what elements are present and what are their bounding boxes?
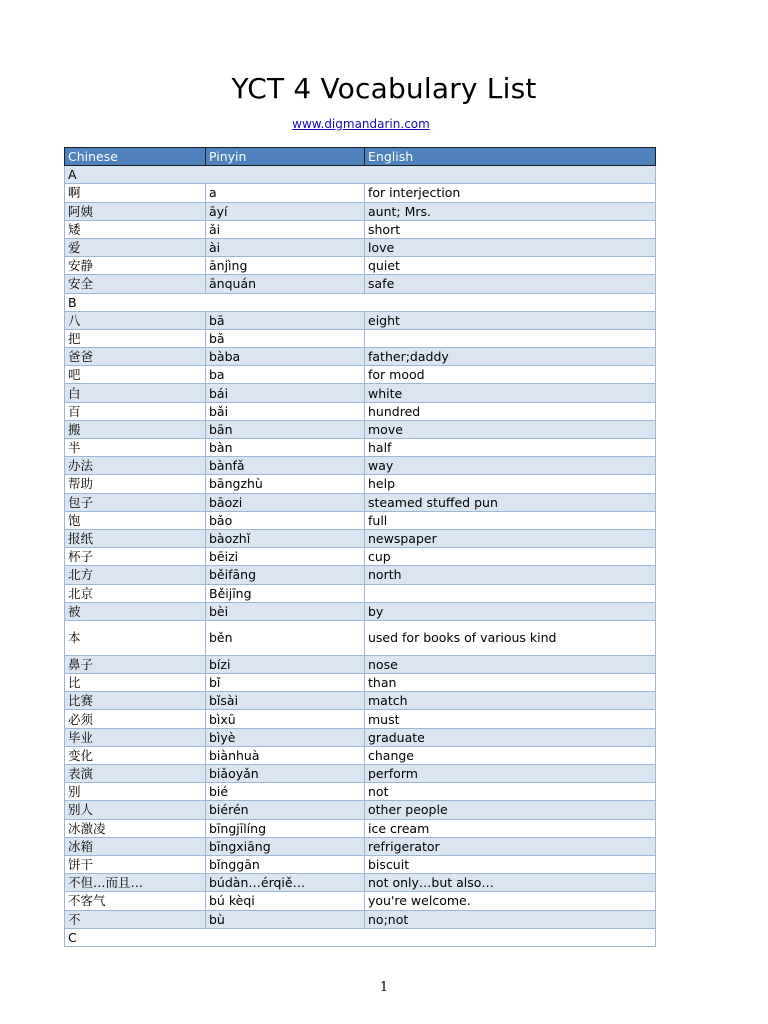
cell-pinyin: bìyè (206, 728, 365, 746)
page-title: YCT 4 Vocabulary List (231, 72, 537, 105)
cell-english: newspaper (365, 529, 656, 547)
table-row (65, 202, 656, 220)
cell-chinese: 不但…而且… (65, 874, 206, 892)
table-row (65, 584, 656, 602)
column-header-pinyin: Pinyin (206, 148, 365, 166)
cell-pinyin: Běijīng (206, 584, 365, 602)
table-row (65, 910, 656, 928)
table-row (65, 529, 656, 547)
cell-chinese: 啊 (65, 184, 206, 202)
table-row (65, 475, 656, 493)
cell-chinese: 被 (65, 602, 206, 620)
cell-chinese: 比赛 (65, 692, 206, 710)
cell-chinese: 安全 (65, 275, 206, 293)
cell-pinyin: ba (206, 366, 365, 384)
cell-pinyin: bīngjīlíng (206, 819, 365, 837)
cell-chinese: 矮 (65, 220, 206, 238)
table-row (65, 402, 656, 420)
cell-english: help (365, 475, 656, 493)
cell-pinyin: biǎoyǎn (206, 765, 365, 783)
cell-english: safe (365, 275, 656, 293)
website-link[interactable]: www.digmandarin.com (292, 117, 430, 131)
cell-chinese: 爱 (65, 238, 206, 256)
cell-chinese: 表演 (65, 765, 206, 783)
cell-pinyin: bāngzhù (206, 475, 365, 493)
cell-english: you're welcome. (365, 892, 656, 910)
cell-chinese: 办法 (65, 457, 206, 475)
cell-english: no;not (365, 910, 656, 928)
cell-chinese: 白 (65, 384, 206, 402)
cell-english: graduate (365, 728, 656, 746)
cell-chinese: 百 (65, 402, 206, 420)
page-number: 1 (379, 980, 389, 995)
cell-english: refrigerator (365, 837, 656, 855)
cell-english: perform (365, 765, 656, 783)
cell-english: used for books of various kind (365, 620, 656, 655)
table-row (65, 457, 656, 475)
section-header-row (65, 293, 656, 311)
vocabulary-table (64, 147, 656, 947)
cell-pinyin: bǐnggān (206, 855, 365, 873)
cell-chinese: 冰激凌 (65, 819, 206, 837)
cell-chinese: 不客气 (65, 892, 206, 910)
cell-chinese: 把 (65, 329, 206, 347)
cell-pinyin: bǐsài (206, 692, 365, 710)
cell-pinyin: bāozi (206, 493, 365, 511)
cell-pinyin: bú kèqi (206, 892, 365, 910)
cell-chinese: 报纸 (65, 529, 206, 547)
cell-chinese: 饼干 (65, 855, 206, 873)
cell-english: white (365, 384, 656, 402)
cell-english: match (365, 692, 656, 710)
table-row (65, 746, 656, 764)
cell-pinyin: bàba (206, 348, 365, 366)
cell-pinyin: bǎo (206, 511, 365, 529)
cell-chinese: 杯子 (65, 548, 206, 566)
cell-english: change (365, 746, 656, 764)
cell-english (365, 584, 656, 602)
cell-pinyin: běn (206, 620, 365, 655)
table-row (65, 384, 656, 402)
cell-english: north (365, 566, 656, 584)
table-row (65, 348, 656, 366)
table-row (65, 184, 656, 202)
cell-english: by (365, 602, 656, 620)
table-row (65, 439, 656, 457)
cell-pinyin: bù (206, 910, 365, 928)
table-row (65, 511, 656, 529)
cell-pinyin: bàn (206, 439, 365, 457)
cell-english: short (365, 220, 656, 238)
cell-english: for interjection (365, 184, 656, 202)
cell-pinyin: ānjìng (206, 257, 365, 275)
cell-pinyin: bànfǎ (206, 457, 365, 475)
column-header-english: English (365, 148, 656, 166)
cell-chinese: 吧 (65, 366, 206, 384)
cell-chinese: 变化 (65, 746, 206, 764)
cell-chinese: 爸爸 (65, 348, 206, 366)
cell-english: half (365, 439, 656, 457)
cell-pinyin: a (206, 184, 365, 202)
cell-english: not only…but also… (365, 874, 656, 892)
table-header-row (65, 148, 656, 166)
cell-chinese: 阿姨 (65, 202, 206, 220)
cell-pinyin: búdàn…érqiě… (206, 874, 365, 892)
table-row (65, 620, 656, 655)
cell-english: other people (365, 801, 656, 819)
cell-english: steamed stuffed pun (365, 493, 656, 511)
cell-pinyin: ǎi (206, 220, 365, 238)
cell-chinese: 冰箱 (65, 837, 206, 855)
table-row (65, 783, 656, 801)
cell-pinyin: biànhuà (206, 746, 365, 764)
cell-pinyin: bìxū (206, 710, 365, 728)
table-row (65, 548, 656, 566)
cell-pinyin: bǎ (206, 329, 365, 347)
cell-english: love (365, 238, 656, 256)
cell-pinyin: bái (206, 384, 365, 402)
section-letter: C (65, 928, 656, 946)
cell-pinyin: bīngxiāng (206, 837, 365, 855)
cell-chinese: 不 (65, 910, 206, 928)
table-row (65, 855, 656, 873)
cell-chinese: 八 (65, 311, 206, 329)
cell-english: nose (365, 655, 656, 673)
table-row (65, 692, 656, 710)
table-row (65, 420, 656, 438)
cell-chinese: 安静 (65, 257, 206, 275)
column-header-chinese: Chinese (65, 148, 206, 166)
cell-pinyin: bàozhǐ (206, 529, 365, 547)
cell-english: aunt; Mrs. (365, 202, 656, 220)
table-row (65, 275, 656, 293)
cell-chinese: 包子 (65, 493, 206, 511)
cell-pinyin: bízi (206, 655, 365, 673)
cell-chinese: 搬 (65, 420, 206, 438)
table-row (65, 728, 656, 746)
cell-english: for mood (365, 366, 656, 384)
cell-english: way (365, 457, 656, 475)
cell-chinese: 帮助 (65, 475, 206, 493)
cell-pinyin: bǎi (206, 402, 365, 420)
cell-english: cup (365, 548, 656, 566)
table-row (65, 238, 656, 256)
cell-english: than (365, 674, 656, 692)
table-row (65, 801, 656, 819)
cell-pinyin: ānquán (206, 275, 365, 293)
cell-chinese: 必须 (65, 710, 206, 728)
table-row (65, 311, 656, 329)
cell-chinese: 半 (65, 439, 206, 457)
cell-pinyin: biérén (206, 801, 365, 819)
cell-pinyin: bié (206, 783, 365, 801)
cell-pinyin: běifāng (206, 566, 365, 584)
cell-pinyin: bǐ (206, 674, 365, 692)
table-row (65, 602, 656, 620)
cell-pinyin: bā (206, 311, 365, 329)
section-letter: B (65, 293, 656, 311)
table-row (65, 710, 656, 728)
cell-english: quiet (365, 257, 656, 275)
cell-pinyin: āyí (206, 202, 365, 220)
table-row (65, 366, 656, 384)
table-row (65, 566, 656, 584)
cell-english: hundred (365, 402, 656, 420)
cell-english: eight (365, 311, 656, 329)
cell-chinese: 本 (65, 620, 206, 655)
cell-chinese: 北方 (65, 566, 206, 584)
table-row (65, 674, 656, 692)
cell-chinese: 别 (65, 783, 206, 801)
table-row (65, 874, 656, 892)
cell-chinese: 鼻子 (65, 655, 206, 673)
cell-english: father;daddy (365, 348, 656, 366)
cell-english: move (365, 420, 656, 438)
section-header-row (65, 928, 656, 946)
cell-chinese: 别人 (65, 801, 206, 819)
table-row (65, 493, 656, 511)
table-row (65, 329, 656, 347)
cell-chinese: 北京 (65, 584, 206, 602)
cell-english (365, 329, 656, 347)
cell-chinese: 比 (65, 674, 206, 692)
table-row (65, 765, 656, 783)
cell-english: full (365, 511, 656, 529)
cell-chinese: 毕业 (65, 728, 206, 746)
cell-chinese: 饱 (65, 511, 206, 529)
section-letter: A (65, 166, 656, 184)
table-row (65, 220, 656, 238)
table-row (65, 257, 656, 275)
cell-english: must (365, 710, 656, 728)
cell-pinyin: bān (206, 420, 365, 438)
table-row (65, 837, 656, 855)
cell-english: not (365, 783, 656, 801)
table-row (65, 892, 656, 910)
cell-pinyin: ài (206, 238, 365, 256)
table-row (65, 819, 656, 837)
cell-english: ice cream (365, 819, 656, 837)
table-row (65, 655, 656, 673)
section-header-row (65, 166, 656, 184)
cell-pinyin: bēizi (206, 548, 365, 566)
cell-english: biscuit (365, 855, 656, 873)
cell-pinyin: bèi (206, 602, 365, 620)
